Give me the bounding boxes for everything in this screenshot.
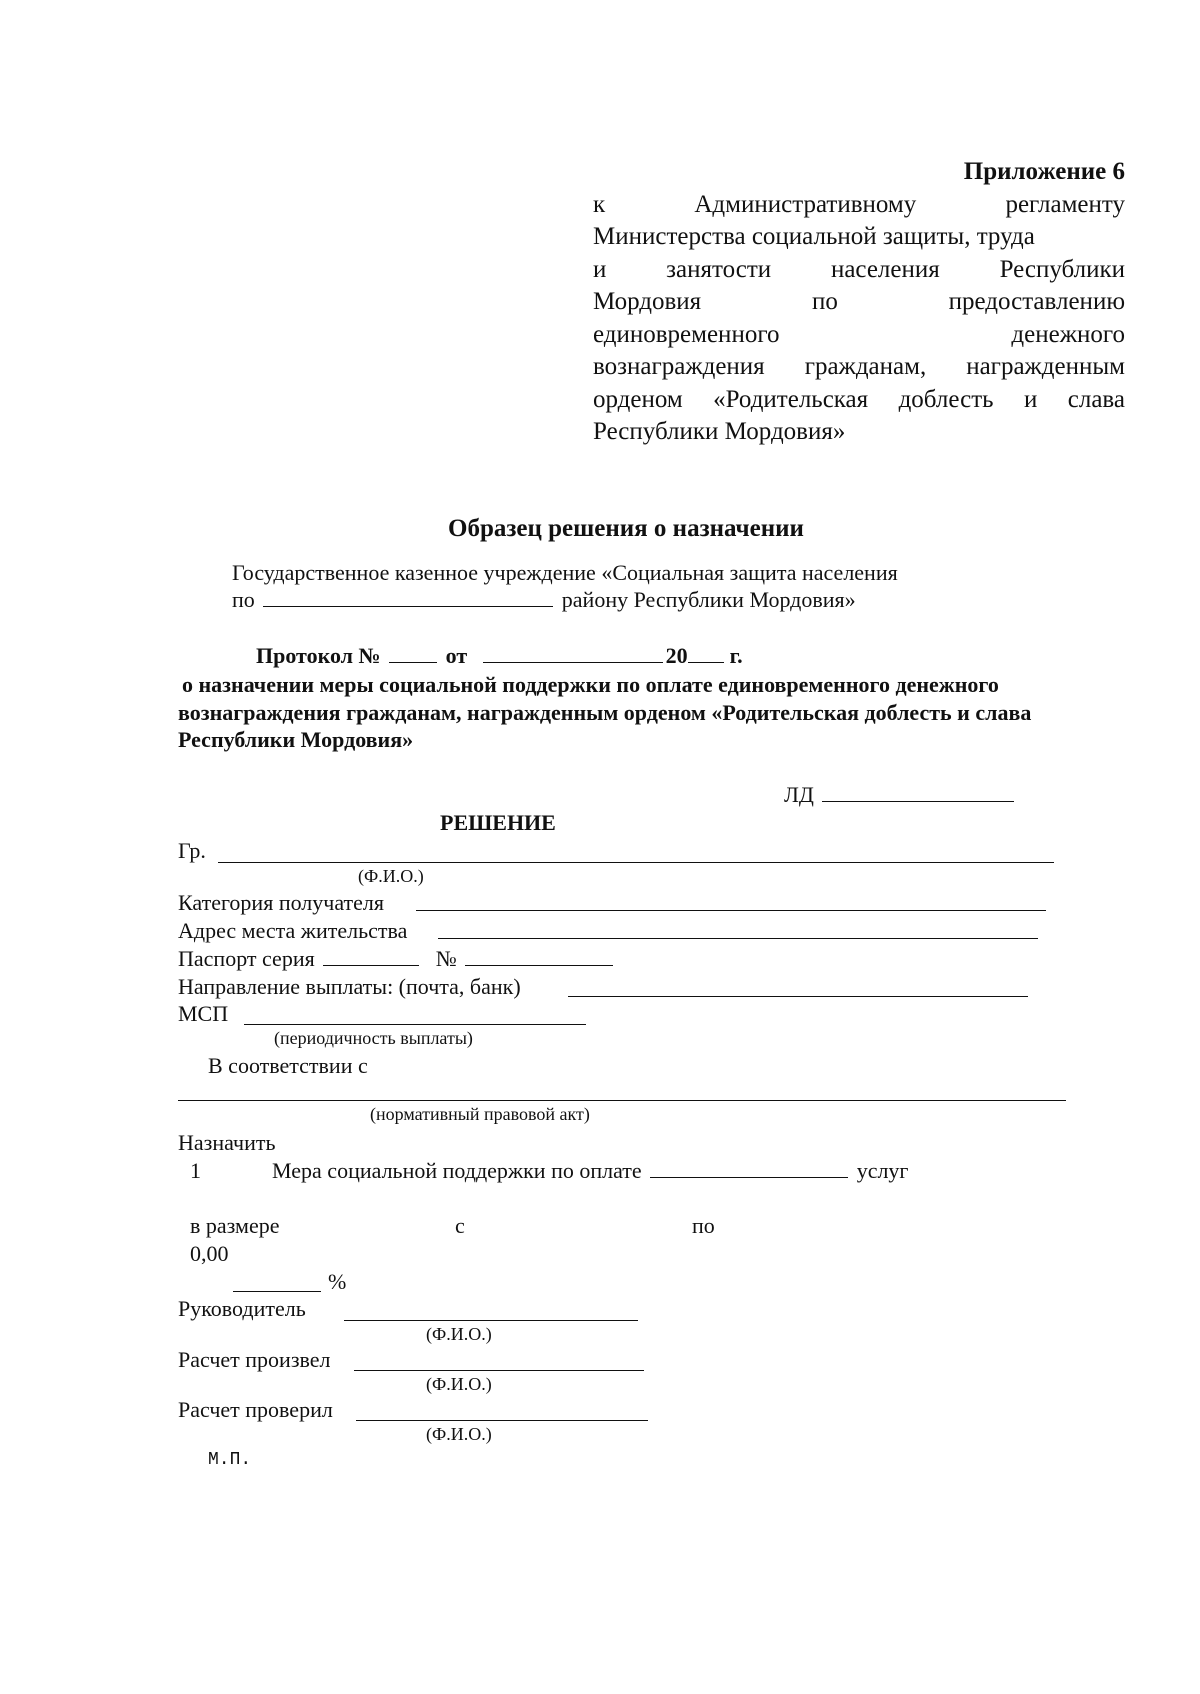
ld-field [784, 782, 1017, 808]
protocol-date-blank[interactable] [483, 644, 663, 663]
protocol-subject-line: Республики Мордовия» [178, 727, 414, 752]
passport-label: Паспорт серия [178, 946, 315, 971]
calculated-label: Расчет произвел [178, 1347, 331, 1372]
protocol-number-blank[interactable] [389, 644, 437, 663]
percent-sign: % [328, 1269, 347, 1294]
measure-label: Мера социальной поддержки по оплате [272, 1158, 642, 1183]
district-blank[interactable] [263, 588, 553, 607]
citizen-label: Гр. [178, 838, 206, 863]
head-signature-line[interactable] [344, 1320, 638, 1321]
stamp-place: М.П. [208, 1450, 252, 1470]
category-label: Категория получателя [178, 890, 385, 915]
appendix-line: и занятости населения Республики [593, 255, 1125, 283]
citizen-name-line[interactable] [218, 862, 1054, 863]
protocol-year-blank[interactable] [688, 644, 724, 663]
periodicity-hint: (периодичность выплаты) [274, 1028, 473, 1048]
amount-label: в размере [190, 1213, 280, 1238]
appendix-line: к Административному регламенту [593, 190, 1125, 218]
checked-signature-line[interactable] [356, 1420, 648, 1421]
protocol-line [256, 643, 743, 669]
checked-label: Расчет проверил [178, 1397, 333, 1422]
passport-number-sign: № [435, 946, 457, 971]
address-label: Адрес места жительства [178, 918, 408, 943]
fio-hint: (Ф.И.О.) [426, 1374, 492, 1394]
decision-title: РЕШЕНИЕ [440, 810, 556, 835]
document-title: Образец решения о назначении [448, 515, 804, 542]
protocol-year: 20 [665, 643, 688, 668]
payment-direction-line[interactable] [568, 996, 1028, 997]
institution-line-2 [232, 587, 856, 613]
head-label: Руководитель [178, 1296, 306, 1321]
passport-series-blank[interactable] [323, 947, 419, 966]
appendix-line: Министерства социальной защиты, труда [593, 223, 1035, 250]
payment-direction-label: Направление выплаты: (почта, банк) [178, 974, 521, 999]
services-type-blank[interactable] [650, 1159, 848, 1178]
fio-hint: (Ф.И.О.) [358, 866, 424, 886]
msp-label: МСП [178, 1001, 229, 1026]
passport-number-blank[interactable] [465, 947, 613, 966]
appendix-line: единовременного денежного [593, 320, 1125, 348]
institution-suffix: району Республики Мордовия» [561, 587, 856, 612]
item-number: 1 [190, 1158, 201, 1183]
measure-field [272, 1158, 908, 1184]
to-label: по [692, 1213, 715, 1238]
percent-line[interactable] [233, 1291, 321, 1292]
protocol-year-suffix: г. [729, 643, 743, 668]
appendix-line: орденом «Родительская доблесть и слава [593, 385, 1125, 413]
appendix-line: вознаграждения гражданам, награжденным [593, 353, 1125, 380]
passport-field [178, 946, 616, 972]
protocol-prefix: Протокол № [256, 643, 381, 668]
address-line[interactable] [438, 938, 1038, 939]
appendix-title: Приложение 6 [963, 158, 1125, 185]
category-line[interactable] [416, 910, 1046, 911]
ld-blank[interactable] [822, 783, 1014, 802]
protocol-from: от [445, 643, 468, 668]
protocol-subject-line: вознаграждения гражданам, награжденным орденом «Родительская доблесть и слава [178, 700, 1032, 725]
fio-hint: (Ф.И.О.) [426, 1424, 492, 1444]
institution-line-1: Государственное казенное учреждение «Социальная защита населения [232, 560, 898, 585]
amount-value: 0,00 [190, 1241, 229, 1266]
assign-label: Назначить [178, 1130, 276, 1155]
from-label: с [455, 1213, 465, 1238]
services-label: услуг [856, 1158, 909, 1183]
according-to-label: В соответствии с [208, 1053, 368, 1078]
protocol-subject-line: о назначении меры социальной поддержки по оплате единовременного денежного [182, 672, 999, 697]
appendix-block [593, 156, 1125, 449]
category-field [178, 890, 384, 916]
appendix-line: Мордовия по предоставлению [593, 288, 1125, 315]
fio-hint: (Ф.И.О.) [426, 1324, 492, 1344]
calculated-signature-line[interactable] [354, 1370, 644, 1371]
ld-label: ЛД [784, 782, 814, 807]
msp-line[interactable] [244, 1024, 586, 1025]
legal-act-hint: (нормативный правовой акт) [370, 1104, 590, 1124]
institution-prefix: по [232, 587, 255, 612]
legal-act-line[interactable] [178, 1100, 1066, 1101]
appendix-line: Республики Мордовия» [593, 418, 846, 445]
